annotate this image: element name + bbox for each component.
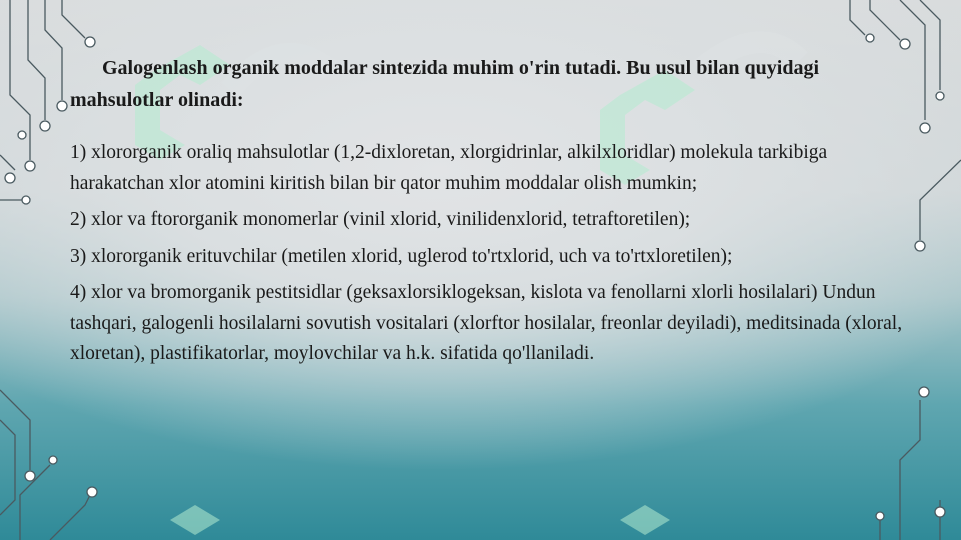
slide-content — [70, 52, 910, 376]
list-item-2: 2) xlor va ftororganik monomerlar (vinil xlorid, vinilidenxlorid, tetraftoretilen); — [70, 209, 691, 230]
list-item-4: 4) xlor va bromorganik pestitsidlar (geksaxlorsiklogeksan, kislota va fenollarni xlorli hosilalari) Undun tashqari, galogenli hosilalarni sovutish vositalari (xlorftor hosilalar, freonlar deyiladi), meditsinada (xloral, xloretan), plastifikatorlar, moylovchilar va h.k. sifatida qo'llaniladi. — [70, 282, 903, 364]
list-item-1: 1) xlororganik oraliq mahsulotlar (1,2-dixloretan, xlorgidrinlar, alkilxloridlar) molekula tarkibiga harakatchan xlor atomini kiritish bilan bir qator muhim moddalar olish mumkin; — [70, 142, 828, 194]
list-item-3: 3) xlororganik erituvchilar (metilen xlorid, uglerod to'rtxlorid, uch va to'rtxloretilen); — [70, 245, 733, 267]
intro-paragraph: Galogenlash organik moddalar sintezida muhim o'rin tutadi. Bu usul bilan quyidagi mahsulotlar olinadi: — [70, 57, 820, 111]
